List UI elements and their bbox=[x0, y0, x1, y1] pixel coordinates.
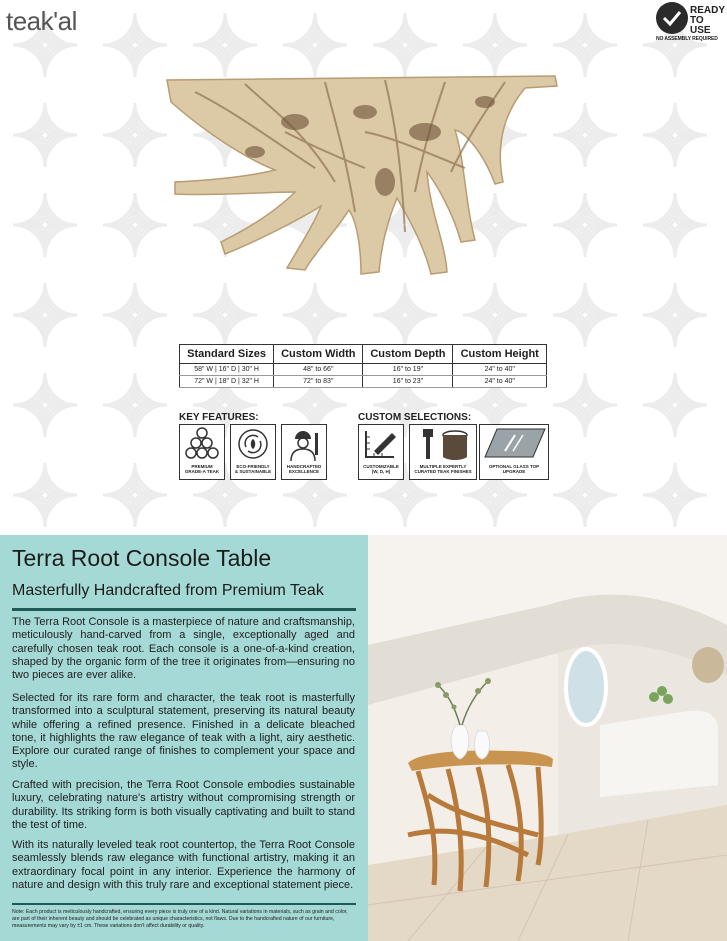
glass-top-icon bbox=[483, 427, 547, 461]
product-title: Terra Root Console Table bbox=[12, 545, 272, 571]
label-line: CURATED TEAK FINISHES bbox=[414, 469, 472, 474]
interior-photo bbox=[368, 535, 727, 941]
product-subtitle: Masterfully Handcrafted from Premium Teak bbox=[12, 582, 324, 599]
label-line: GRADE-A TEAK bbox=[184, 469, 220, 474]
selection-label bbox=[359, 464, 403, 474]
table-cell: 72" W | 18" D | 32" H bbox=[180, 376, 274, 388]
ruler-pencil-icon bbox=[362, 427, 400, 461]
product-image bbox=[165, 72, 560, 277]
badge-label bbox=[690, 6, 726, 36]
label-line: CUSTOMIZABLE bbox=[363, 464, 399, 469]
feature-label bbox=[282, 464, 326, 474]
label-line: (W, D, H) bbox=[371, 469, 391, 474]
logs-icon bbox=[183, 427, 221, 461]
feature-label bbox=[180, 464, 224, 474]
table-cell: 48" to 66" bbox=[274, 364, 363, 376]
feature-premium-teak bbox=[179, 424, 225, 480]
table-header: Custom Height bbox=[453, 345, 547, 364]
table-row bbox=[180, 376, 547, 388]
label-line: PREMIUM bbox=[191, 464, 213, 469]
label-line: & SUSTAINABLE bbox=[234, 469, 272, 474]
logo-text: teak'al bbox=[6, 6, 77, 36]
feature-eco-friendly bbox=[230, 424, 276, 480]
table-cell: 24" to 40" bbox=[453, 376, 547, 388]
table-header: Custom Depth bbox=[363, 345, 453, 364]
table-cell: 16" to 23" bbox=[363, 376, 453, 388]
table-cell: 24" to 40" bbox=[453, 364, 547, 376]
description-paragraph: Crafted with precision, the Terra Root Console embodies sustainable luxury, celebrating nature's artistry without compromising strength or durability. Its striking form is both visually captivating and built to stand the test of time. bbox=[12, 779, 355, 831]
table-cell: 72" to 83" bbox=[274, 376, 363, 388]
badge-line-1: READY bbox=[690, 5, 726, 16]
brand-logo bbox=[6, 6, 77, 37]
table-cell: 16" to 19" bbox=[363, 364, 453, 376]
disclaimer-note: Note: Each product is meticulously handcrafted, ensuring every piece is truly one of a kind. Natural variations in materials, such as grain and color, are part of their inherent beauty and should be celebrated as unique characteristics, not flaws. Due to the handcrafted nature of our furniture, measurements may vary by ±1 cm. These variations don't affect durability or quality. bbox=[12, 909, 348, 929]
table-row bbox=[180, 364, 547, 376]
feature-label bbox=[231, 464, 275, 474]
selection-label bbox=[480, 464, 548, 474]
badge-line-2: TO USE bbox=[690, 15, 711, 36]
description-paragraph: Selected for its rare form and character, the teak root is masterfully transformed into a sculptural statement, preserving its natural beauty while offering a refined presence. Finished in a delicate bleached tone, it highlights the raw elegance of teak with a light, airy aesthetic. Explore our curated range of finishes to complement your space and style. bbox=[12, 692, 355, 771]
label-line: MULTIPLE EXPERTLY bbox=[419, 464, 467, 469]
table-header: Standard Sizes bbox=[180, 345, 274, 364]
selection-finishes bbox=[409, 424, 477, 480]
badge-note: NO ASSEMBLY REQUIRED bbox=[656, 36, 718, 42]
key-features-heading: KEY FEATURES: bbox=[179, 412, 259, 423]
feature-handcrafted bbox=[281, 424, 327, 480]
recycle-icon bbox=[234, 427, 272, 461]
selection-label bbox=[410, 464, 476, 474]
label-line: ECO-FRIENDLY bbox=[236, 464, 270, 469]
label-line: HANDCRAFTED bbox=[286, 464, 322, 469]
table-cell: 58" W | 16" D | 30" H bbox=[180, 364, 274, 376]
label-line: OPTIONAL GLASS TOP bbox=[488, 464, 540, 469]
brush-stump-icon bbox=[413, 427, 475, 461]
ready-to-use-badge bbox=[656, 2, 726, 44]
size-table bbox=[179, 344, 547, 388]
selection-customizable bbox=[358, 424, 404, 480]
description-paragraph: The Terra Root Console is a masterpiece of nature and craftsmanship, meticulously hand-carved from a single, exceptionally aged and carefully chosen teak root. Each console is a one-of-a-kind creation, shaped by the organic form of the tree it originates from—ensuring no two pieces are ever alike. bbox=[12, 616, 355, 682]
label-line: EXCELLENCE bbox=[288, 469, 320, 474]
description-paragraph: With its naturally leveled teak root countertop, the Terra Root Console seamlessly blends raw elegance with functional artistry, making it an extraordinary focal point in any interior. Experience the harmony of nature and design with this truly rare and exceptional statement piece. bbox=[12, 839, 355, 891]
description-panel bbox=[0, 535, 368, 941]
custom-selections-heading: CUSTOM SELECTIONS: bbox=[358, 412, 472, 423]
selection-glass-top bbox=[479, 424, 549, 480]
label-line: UPGRADE bbox=[502, 469, 526, 474]
checkmark-icon bbox=[656, 2, 688, 34]
divider bbox=[12, 608, 356, 611]
divider bbox=[12, 903, 356, 905]
craftsman-icon bbox=[285, 427, 323, 461]
table-header: Custom Width bbox=[274, 345, 363, 364]
